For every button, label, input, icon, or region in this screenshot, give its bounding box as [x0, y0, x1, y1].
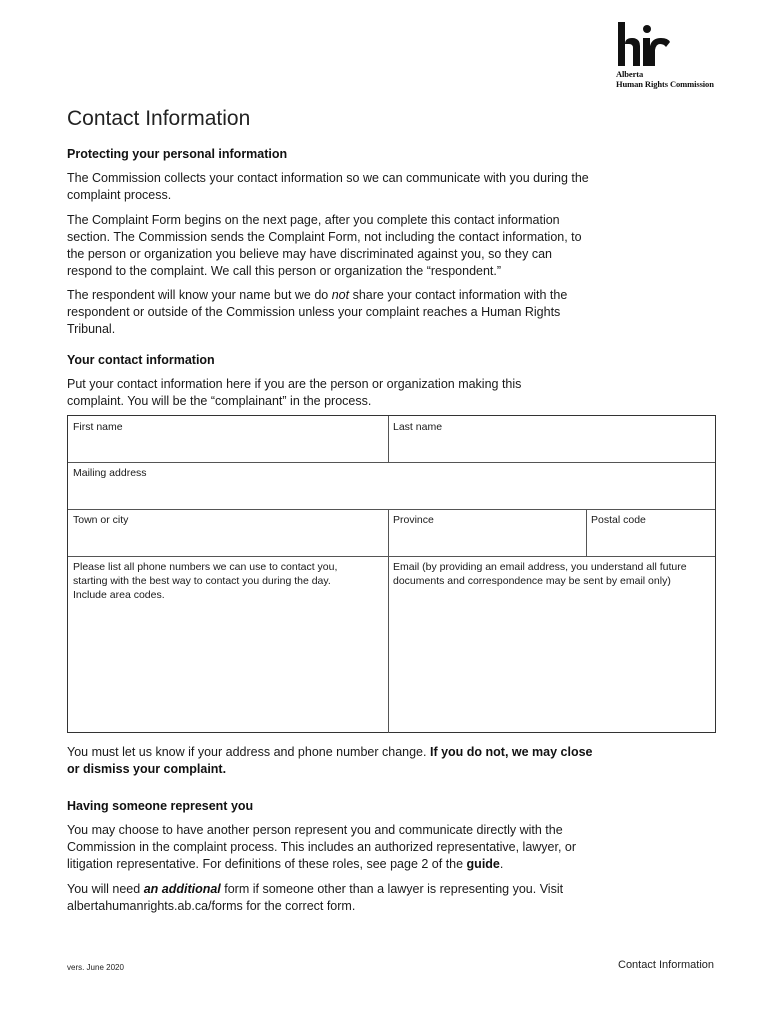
represent-p2-text-b: form if someone other than a lawyer is representing you. Visit albertahumanrights.ab.ca/forms for the correct form.: [67, 882, 564, 913]
protecting-paragraph-3: [67, 287, 592, 338]
represent-p2-text-a: You will need: [67, 882, 144, 896]
province-label: Province: [393, 514, 434, 526]
phone-numbers-field[interactable]: [68, 556, 358, 732]
contact-intro: Put your contact information here if you are the person or organization making this complaint. You will be the “complainant” in the process.: [67, 377, 522, 408]
first-name-label: First name: [73, 421, 123, 433]
last-name-label: Last name: [393, 421, 443, 433]
protecting-paragraph-2: The Complaint Form begins on the next page, after you complete this contact information section. The Commission sends the Complaint Form, not including the contact information, to the person or organization you believe may have discriminated against you, so they can respond to the complaint. We call this person or organization the “respondent.”: [67, 213, 582, 278]
contact-heading: Your contact information: [67, 353, 215, 367]
organization-logo: [616, 22, 726, 89]
org-name-line2: Human Rights Commission: [616, 78, 714, 89]
mailing-address-label: Mailing address: [73, 467, 147, 479]
mailing-address-field[interactable]: [68, 462, 715, 509]
represent-paragraph-1: [67, 822, 587, 873]
postal-code-label: Postal code: [591, 514, 646, 526]
p3-text-b: share your contact information with the respondent or outside of the Commission unless your complaint reaches a Human Rights Tribunal.: [67, 288, 568, 336]
footer-page-title: Contact Information: [618, 959, 714, 971]
p3-text-a: The respondent will know your name but we do: [67, 288, 332, 302]
protecting-paragraph-1: The Commission collects your contact information so we can communicate with you during the complaint process.: [67, 171, 589, 202]
p3-emphasis: not: [331, 288, 350, 302]
guide-link[interactable]: guide: [466, 857, 500, 871]
change-notice: [67, 744, 607, 778]
last-name-field[interactable]: [388, 416, 715, 462]
town-city-field[interactable]: [68, 509, 388, 556]
first-name-field[interactable]: [68, 416, 388, 462]
protecting-heading: Protecting your personal information: [67, 147, 288, 161]
page-title: Contact Information: [67, 107, 251, 130]
represent-paragraph-2: [67, 881, 587, 915]
town-city-label: Town or city: [73, 514, 129, 526]
hr-logo-icon: [616, 22, 674, 68]
email-label: Email (by providing an email address, you understand all future documents and correspondence may be sent by email only): [393, 561, 687, 587]
org-name-line1: Alberta: [616, 69, 644, 79]
email-field[interactable]: [388, 556, 715, 732]
version-label: vers. June 2020: [67, 963, 124, 972]
represent-p1-text: You may choose to have another person represent you and communicate directly with the Commission in the complaint process. This includes an authorized representative, lawyer, or litigation representative. For definitions of these roles, see page 2 of the: [67, 823, 577, 871]
change-notice-text: You must let us know if your address and phone number change.: [67, 745, 430, 759]
phone-numbers-label: Please list all phone numbers we can use to contact you, starting with the best way to contact you during the day. Include area codes.: [73, 561, 338, 601]
contact-form-table: [67, 415, 716, 733]
change-notice-warning: If you do not, we may close or dismiss your complaint.: [67, 745, 593, 776]
represent-heading: Having someone represent you: [67, 799, 254, 813]
represent-p2-emphasis: an additional: [143, 882, 221, 896]
province-field[interactable]: [388, 509, 586, 556]
postal-code-field[interactable]: [586, 509, 715, 556]
represent-p1-end: .: [499, 857, 504, 871]
